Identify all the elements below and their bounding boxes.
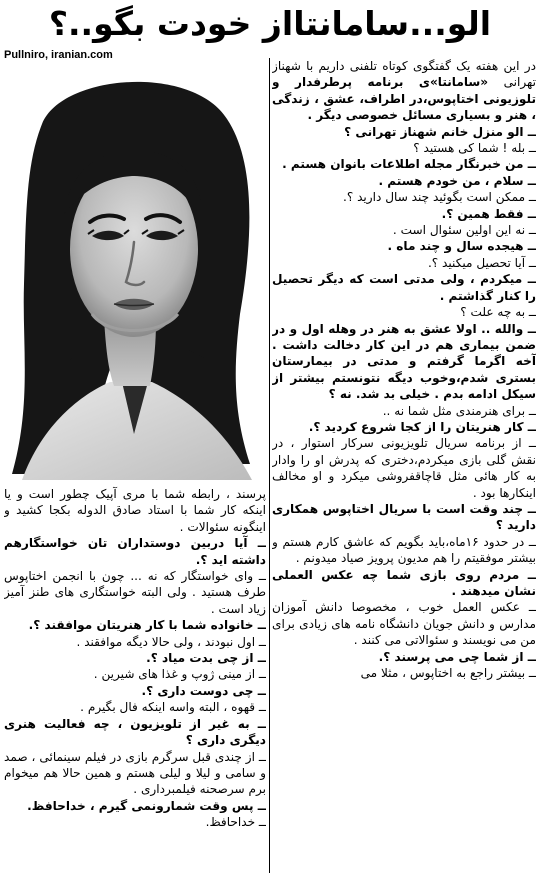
interview-line: ــ عکس العمل خوب ، مخصوصا دانش آموزان مدارس و دانش جویان دانشگاه نامه های زیادی برای من می نویسند و سئوالاتی می کنند . bbox=[272, 600, 536, 648]
right-column-lines bbox=[272, 124, 536, 682]
left-column-lines bbox=[4, 486, 266, 831]
interview-line: ــ از مینی ژوپ و غذا های شیرین . bbox=[93, 667, 266, 682]
interview-line: ــ هیجده سال و چند ماه . bbox=[387, 239, 536, 254]
interview-line: ــ مردم روی بازی شما چه عکس العملی نشان میدهند . bbox=[272, 567, 536, 598]
interview-line: ــ از چندی قبل سرگرم بازی در فیلم سینمائی ، صمد و سامی و لیلا و لیلی هستم و همین حالا هم میخوام برم سرصحنه فیلمبرداری . bbox=[4, 749, 266, 797]
interview-line: ــ از شما چی می پرسند ؟. bbox=[378, 649, 536, 664]
interview-line: پرسند ، رابطه شما با مری آپیک چطور است و یا اینکه کار شما با استاد صادق الدوله بکجا کشید و اینگونه سئوالات . bbox=[4, 487, 266, 534]
interview-line: ــ نه این اولین سئوال است . bbox=[392, 223, 536, 238]
interview-column-right bbox=[272, 58, 536, 873]
interview-line: ــ فقط همین ؟. bbox=[441, 206, 536, 221]
interview-line: ــ برای هنرمندی مثل شما نه .. bbox=[382, 403, 536, 418]
interview-line: ــ من خبرنگار مجله اطلاعات بانوان هستم . bbox=[282, 157, 536, 172]
interview-line: ــ چند وقت است با سریال اختاپوس همکاری دارید ؟ bbox=[272, 501, 536, 533]
interview-line: ــ به چه علت ؟ bbox=[460, 305, 536, 320]
interview-line: ــ میکردم ، ولی مدتی است که دیگر تحصیل را کنار گذاشتم . bbox=[272, 272, 536, 303]
interview-line: ــ سلام ، من خودم هستم . bbox=[378, 173, 536, 188]
intro-lead: در این هفته یک گفتگوی کوتاه تلفنی داریم با شهناز تهرانی bbox=[272, 59, 536, 90]
interview-line: ــ خداحافظ. bbox=[205, 815, 266, 830]
portrait-photo bbox=[2, 64, 268, 480]
interview-line: ــ وای خواستگار که نه ... چون با انجمن اختاپوس طرف هستید . ولی البته خواستگاری های طنز آمیز زیاد است . bbox=[4, 569, 266, 616]
interview-line: ــ خانواده شما با کار هنریتان موافقند ؟. bbox=[28, 618, 266, 633]
interview-line: ــ قهوه ، البته واسه اینکه فال بگیرم . bbox=[80, 700, 266, 715]
interview-line: ــ اول نبودند ، ولی حالا دیگه موافقند . bbox=[76, 634, 266, 649]
interview-line: ــ به غیر از تلویزیون ، چه فعالیت هنری دیگری داری ؟ bbox=[4, 716, 266, 748]
interview-line: ــ از چی بدت میاد ؟. bbox=[146, 651, 266, 666]
interview-line: ــ آیا دربین دوستداران تان خواستگارهم داشته اید ؟. bbox=[4, 536, 266, 567]
source-credit: Pullniro, iranian.com bbox=[4, 49, 113, 61]
interview-line: ــ الو منزل خانم شهناز تهرانی ؟ bbox=[344, 124, 536, 139]
interview-line: ــ کار هنریتان را از کجا شروع کردید ؟. bbox=[308, 419, 536, 434]
intro-paragraph bbox=[272, 58, 536, 124]
interview-line: ــ در حدود ۱۶ماه،باید بگویم که عاشق کارم هستم و بیشتر موفقیتم را هم مدیون پرویز صیاد میدونم . bbox=[272, 534, 536, 566]
interview-line: ــ ممکن است بگوئید چند سال دارید ؟. bbox=[342, 190, 536, 205]
interview-line: ــ آیا تحصیل میکنید ؟. bbox=[427, 255, 536, 270]
interview-line: ــ بله ! شما کی هستید ؟ bbox=[413, 141, 536, 156]
interview-line: ــ بیشتر راجع به اختاپوس ، مثلا می bbox=[360, 666, 536, 681]
intro-rest: «سامانتا»ی برنامه پرطرفدار و تلوزیونی اختاپوس،در اطراف، عشق ، زندگی ، هنر و بسیاری مسائل خصوصی دیگر . bbox=[272, 75, 536, 123]
interview-line: ــ چی دوست داری ؟. bbox=[141, 683, 266, 698]
portrait-illustration bbox=[2, 64, 268, 480]
column-divider bbox=[269, 58, 270, 873]
headline: الو...سامانتااز خودت بگو..؟ bbox=[48, 4, 492, 43]
interview-line: ــ پس وقت شمارونمی گیرم ، خداحافظ. bbox=[27, 798, 266, 813]
interview-line: ــ والله .. اولا عشق به هنر در وهله اول و در ضمن بیماری هم در این کار دخالت داشت . آخه اگرما گرفتم و مدتی در بیمارستان بستری شدم،وخوب دیگه نتونستم بیشتر از سیکل ادامه بدم . خیلی بد شد. نه ؟ bbox=[272, 321, 536, 402]
interview-line: ــ از برنامه سریال تلویزیونی سرکار استوار ، در نقش گلی بازی میکردم،دختری که پدرش او را وادار به کار هائی مثل قاچاقفروشی میکرد و او مخالف اینکارها بود . bbox=[272, 436, 536, 500]
interview-column-left bbox=[4, 486, 266, 873]
